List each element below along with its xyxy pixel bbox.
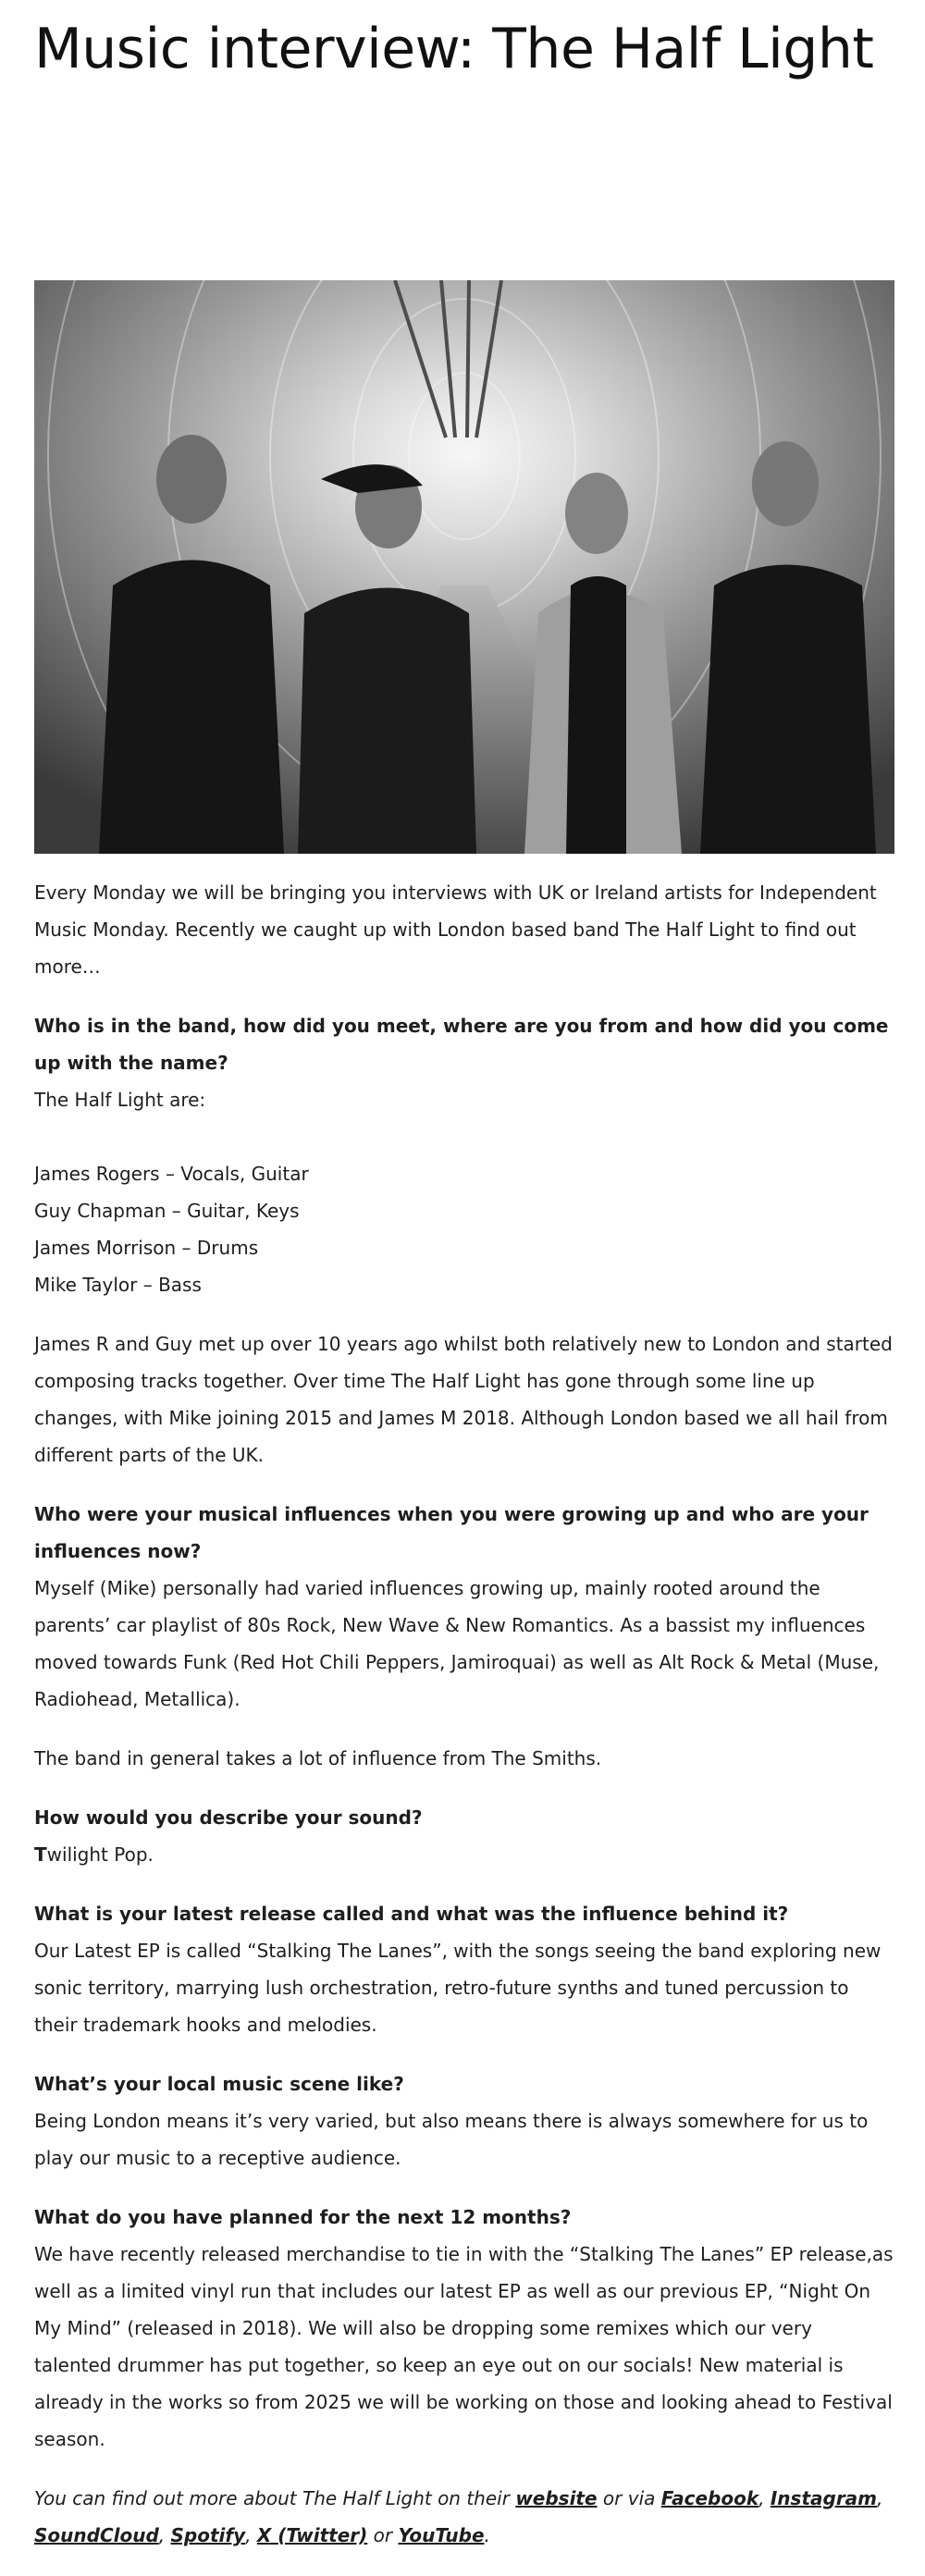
question-5	[34, 2065, 894, 2176]
outro-paragraph	[34, 2480, 894, 2554]
twitter-link[interactable]: X (Twitter)	[256, 2524, 368, 2546]
soundcloud-link[interactable]: SoundCloud	[34, 2524, 159, 2546]
list-item: James Morrison – Drums	[34, 1237, 259, 1259]
answer-paragraph: James R and Guy met up over 10 years ago whilst both relatively new to London and started composing tracks together. Over time The Half Light has gone through some line up changes, with Mike joining 2015 and James M 2018. Although London based we all hail from different parts of the UK.	[34, 1333, 893, 1466]
member-list	[34, 1155, 894, 1303]
question-1	[34, 1007, 894, 1118]
list-item: Mike Taylor – Bass	[34, 1274, 202, 1296]
facebook-link[interactable]: Facebook	[660, 2487, 759, 2509]
separator: ,	[758, 2487, 771, 2509]
question-heading: What’s your local music scene like?	[34, 2073, 404, 2095]
answer-paragraph: Being London means it’s very varied, but also means there is always somewhere for us to play our music to a receptive audience.	[34, 2110, 869, 2169]
answer-paragraph: Myself (Mike) personally had varied influences growing up, mainly rooted around the parents’ car playlist of 80s Rock, New Wave & New Romantics. As a bassist my influences moved towards Funk (Red Hot Chili Peppers, Jamiroquai) as well as Alt Rock & Metal (Muse, Radiohead, Metallica).	[34, 1577, 880, 1710]
question-heading: Who is in the band, how did you meet, where are you from and how did you come up with the name?	[34, 1015, 889, 1074]
question-6	[34, 2199, 894, 2458]
website-link[interactable]: website	[515, 2487, 598, 2509]
outro-text: You can find out more about The Half Light on their	[34, 2487, 516, 2509]
article-body	[34, 874, 894, 2576]
question-heading: What is your latest release called and what was the influence behind it?	[34, 1903, 789, 1925]
question-heading: How would you describe your sound?	[34, 1806, 423, 1829]
separator: ,	[877, 2487, 883, 2509]
band-photo	[34, 280, 894, 854]
question-4	[34, 1895, 894, 2043]
separator: ,	[245, 2524, 257, 2546]
question-2	[34, 1496, 894, 1718]
spotify-link[interactable]: Spotify	[170, 2524, 246, 2546]
separator: ,	[158, 2524, 171, 2546]
page-title: Music interview: The Half Light	[34, 17, 874, 81]
answer-text: wilight Pop.	[46, 1843, 154, 1866]
answer-lead: The Half Light are:	[34, 1089, 206, 1111]
answer-initial: T	[34, 1843, 47, 1866]
intro-paragraph: Every Monday we will be bringing you interviews with UK or Ireland artists for Independent Music Monday. Recently we caught up with London based band The Half Light to find out more…	[34, 881, 877, 978]
list-item: James Rogers – Vocals, Guitar	[34, 1163, 309, 1185]
spacer	[34, 1118, 894, 1155]
question-3	[34, 1799, 894, 1873]
answer-paragraph: The band in general takes a lot of influence from The Smiths.	[34, 1747, 602, 1769]
question-heading: What do you have planned for the next 12 months?	[34, 2206, 572, 2228]
outro-text: .	[484, 2524, 490, 2546]
youtube-link[interactable]: YouTube	[398, 2524, 485, 2546]
question-heading: Who were your musical influences when you were growing up and who are your influences now?	[34, 1503, 869, 1562]
outro-text: or	[367, 2524, 399, 2546]
outro-text: or via	[597, 2487, 661, 2509]
answer-paragraph: We have recently released merchandise to tie in with the “Stalking The Lanes” EP release,as well as a limited vinyl run that includes our latest EP as well as our previous EP, “Night On My Mind” (released in 2018). We will also be dropping some remixes which our very talented drummer has put together, so keep an eye out on our socials! New material is already in the works so from 2025 we will be working on those and looking ahead to Festival season.	[34, 2243, 894, 2450]
list-item: Guy Chapman – Guitar, Keys	[34, 1200, 300, 1222]
instagram-link[interactable]: Instagram	[770, 2487, 878, 2509]
answer-paragraph: Our Latest EP is called “Stalking The Lanes”, with the songs seeing the band exploring new sonic territory, marrying lush orchestration, retro-future synths and tuned percussion to their trademark hooks and melodies.	[34, 1940, 882, 2036]
